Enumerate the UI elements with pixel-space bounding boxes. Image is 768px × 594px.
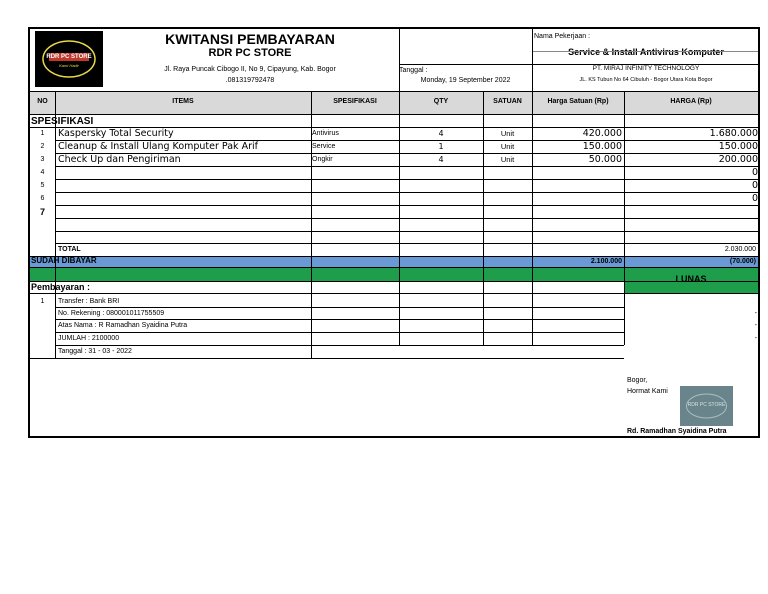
grid-line xyxy=(311,91,312,293)
grid-line xyxy=(30,127,758,128)
row-unit-price: 50.000 xyxy=(588,154,622,165)
status-lunas: LUNAS xyxy=(675,274,707,284)
grid-line xyxy=(399,91,400,293)
payment-row-text: Atas Nama : R Ramadhan Syaidina Putra xyxy=(58,322,188,329)
logo-brand-text: RDR PC STORE xyxy=(46,54,92,60)
grid-line xyxy=(55,319,624,320)
grid-line xyxy=(312,358,624,359)
grid-line xyxy=(55,91,56,358)
grid-line xyxy=(30,358,312,359)
grid-line xyxy=(55,243,758,244)
row-no: 2 xyxy=(40,143,45,150)
row-qty: 4 xyxy=(438,155,444,164)
row-qty: 1 xyxy=(438,142,444,151)
grid-line xyxy=(55,332,624,333)
grid-line xyxy=(30,114,758,115)
grid-line xyxy=(483,91,484,293)
grid-line xyxy=(55,192,758,193)
row-no: 4 xyxy=(40,169,45,176)
job-label: Nama Pekerjaan : xyxy=(534,33,591,40)
grid-line xyxy=(532,293,533,345)
signature-closing: Hormat Kami xyxy=(627,388,668,395)
col-harga: HARGA (Rp) xyxy=(670,98,712,105)
row-no: 3 xyxy=(40,156,45,163)
grid-line xyxy=(624,91,625,293)
grid-line xyxy=(311,293,312,358)
payment-row-text: Tanggal : 31 - 03 - 2022 xyxy=(58,348,132,355)
row-unit-price: 420.000 xyxy=(582,128,622,139)
total-label: TOTAL xyxy=(58,246,81,253)
grid-line xyxy=(532,51,758,52)
date-value: Monday, 19 September 2022 xyxy=(420,77,511,84)
grid-line xyxy=(399,64,758,65)
row-spec: Antivirus xyxy=(312,130,339,137)
row-unit: Unit xyxy=(500,142,515,151)
grid-line xyxy=(55,345,624,346)
store-address: Jl. Raya Puncak Cibogo II, No 9, Cipayung, Kab. Bogor xyxy=(164,66,336,73)
payment-row-no: 1 xyxy=(40,298,45,305)
grid-line xyxy=(55,166,758,167)
client-company: PT. MIRAJ INFINITY TECHNOLOGY xyxy=(592,65,700,72)
signature-city: Bogor, xyxy=(627,377,648,384)
row-qty: 4 xyxy=(438,129,444,138)
row-spec: Ongkir xyxy=(312,156,333,163)
payment-row-text: Transfer : Bank BRI xyxy=(58,298,120,305)
paid-label: SUDAH DIBAYAR xyxy=(31,256,97,265)
job-value: Service & Install Antivirus Komputer xyxy=(568,47,724,57)
grid-line xyxy=(55,218,758,219)
payment-row-price: - xyxy=(754,322,757,329)
col-harga-satuan: Harga Satuan (Rp) xyxy=(547,98,609,105)
grid-line xyxy=(399,29,400,91)
grid-line xyxy=(483,293,484,345)
col-satuan: SATUAN xyxy=(493,98,522,105)
row-unit-price: 150.000 xyxy=(582,141,622,152)
paid-unit-value: 2.100.000 xyxy=(590,258,622,265)
signature-name: Rd. Ramadhan Syaidina Putra xyxy=(627,428,727,435)
grid-line xyxy=(55,140,758,141)
row-price: 150.000 xyxy=(718,141,758,152)
payment-row-text: No. Rekening : 080001011755509 xyxy=(58,310,165,317)
grid-line xyxy=(399,293,400,345)
payment-row-text: JUMLAH : 2100000 xyxy=(58,335,120,342)
row-item: Check Up dan Pengiriman xyxy=(58,154,181,165)
row-price: 0 xyxy=(751,193,758,204)
grid-line xyxy=(30,256,758,257)
row-unit: Unit xyxy=(500,129,515,138)
payment-row-price: - xyxy=(754,335,757,342)
row-spec: Service xyxy=(312,143,336,150)
row-item: Kaspersky Total Security xyxy=(58,128,174,139)
grid-line xyxy=(30,91,758,92)
store-phone: .081319792478 xyxy=(225,77,275,84)
section-title: SPESIFIKASI xyxy=(31,116,94,127)
total-value: 2.030.000 xyxy=(724,246,756,253)
col-no: NO xyxy=(37,98,48,105)
row-unit: Unit xyxy=(500,155,515,164)
row-no: 7 xyxy=(39,207,45,217)
store-logo xyxy=(35,31,103,87)
grid-line xyxy=(30,281,758,282)
row-no: 1 xyxy=(40,130,45,137)
grid-line xyxy=(30,267,758,268)
col-qty: QTY xyxy=(433,98,449,105)
date-label: Tanggal : xyxy=(399,67,428,74)
grid-line xyxy=(55,179,758,180)
row-item: Cleanup & Install Ulang Komputer Pak Arif xyxy=(58,141,258,152)
row-price: 0 xyxy=(751,167,758,178)
row-price: 1.680.000 xyxy=(709,128,758,139)
payment-title: Pembayaran : xyxy=(31,282,91,292)
grid-line xyxy=(30,293,758,294)
grid-line xyxy=(55,153,758,154)
row-no: 6 xyxy=(40,195,45,202)
grid-line xyxy=(55,205,758,206)
grid-line xyxy=(624,293,625,345)
grid-line xyxy=(532,29,533,293)
stamp-text: RDR PC STORE xyxy=(687,402,726,408)
row-price: 0 xyxy=(751,180,758,191)
client-address: JL. KS Tubun No 64 Cibuluh - Bogor Utara Kota Bogor xyxy=(579,77,713,83)
payment-row-price: - xyxy=(754,310,757,317)
row-price: 200.000 xyxy=(718,154,758,165)
receipt-sheet xyxy=(28,27,760,438)
col-spesifikasi: SPESIFIKASI xyxy=(333,98,377,105)
store-name: RDR PC STORE xyxy=(208,47,292,59)
paid-value: (70.000) xyxy=(729,258,756,265)
receipt-title: KWITANSI PEMBAYARAN xyxy=(165,31,335,47)
store-stamp xyxy=(680,386,733,426)
row-no: 5 xyxy=(40,182,45,189)
grid-line xyxy=(55,307,624,308)
col-items: ITEMS xyxy=(172,98,194,105)
logo-tagline: Kami Hadir xyxy=(59,63,79,68)
grid-line xyxy=(55,231,758,232)
